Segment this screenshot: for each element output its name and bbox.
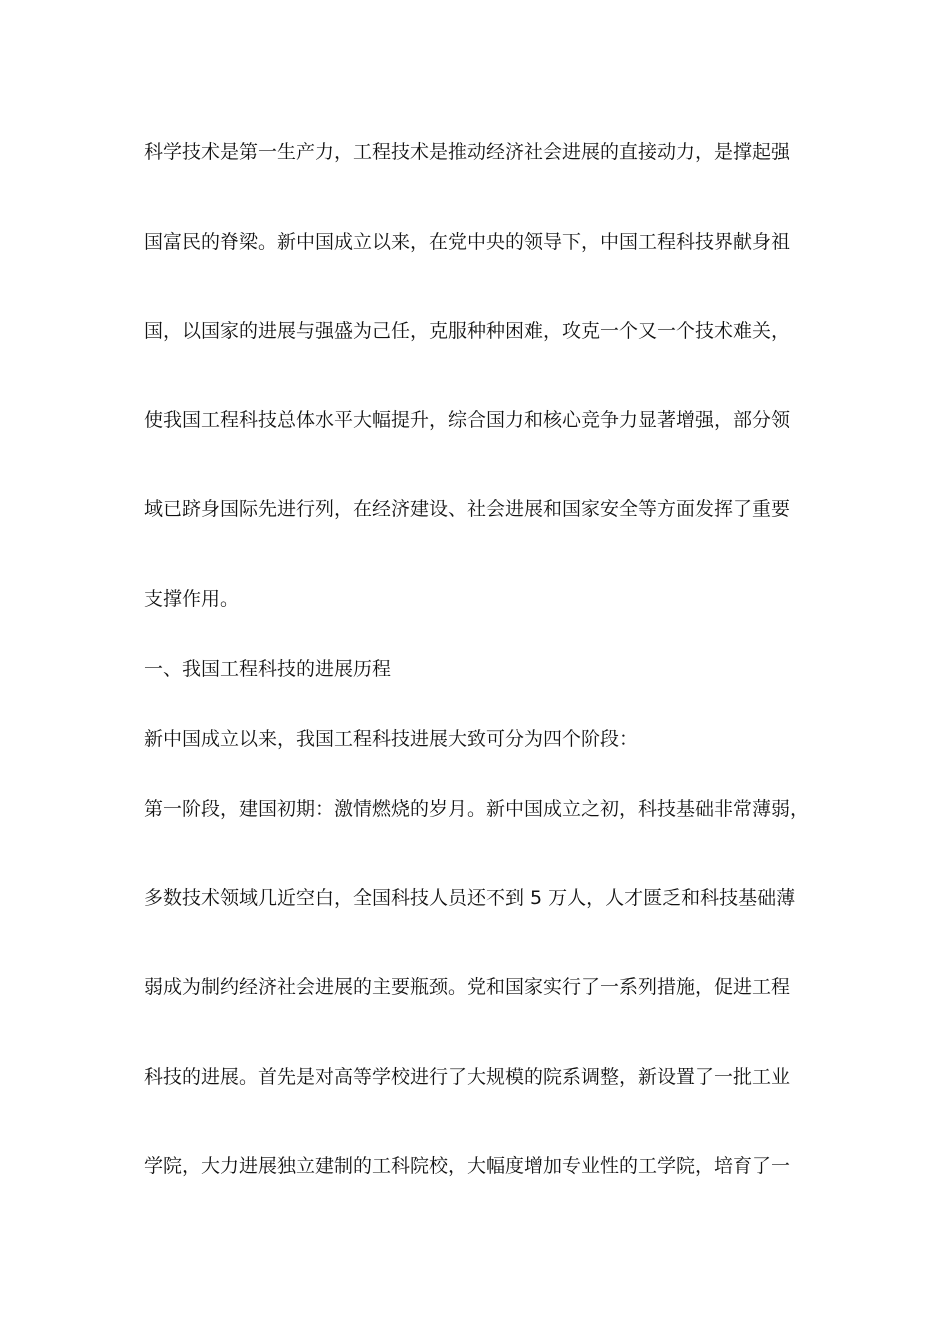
paragraph-line: 弱成为制约经济社会进展的主要瓶颈。党和国家实行了一系列措施，促进工程 <box>144 976 791 998</box>
paragraph-line: 第一阶段，建国初期：激情燃烧的岁月。新中国成立之初，科技基础非常薄弱， <box>144 798 810 820</box>
paragraph-line: 科学技术是第一生产力，工程技术是推动经济社会进展的直接动力，是撑起强 <box>144 141 791 163</box>
paragraph-line: 多数技术领域几近空白，全国科技人员还不到 5 万人，人才匮乏和科技基础薄 <box>144 887 796 909</box>
paragraph-line: 国，以国家的进展与强盛为己任，克服种种困难，攻克一个又一个技术难关， <box>144 320 791 342</box>
section-heading: 一、我国工程科技的进展历程 <box>144 658 392 680</box>
paragraph-line: 学院，大力进展独立建制的工科院校，大幅度增加专业性的工学院，培育了一 <box>144 1155 791 1177</box>
paragraph-line: 新中国成立以来，我国工程科技进展大致可分为四个阶段： <box>144 728 639 750</box>
paragraph-line: 使我国工程科技总体水平大幅提升，综合国力和核心竞争力显著增强，部分领 <box>144 409 791 431</box>
paragraph-line: 支撑作用。 <box>144 588 240 610</box>
paragraph-line: 国富民的脊梁。新中国成立以来，在党中央的领导下，中国工程科技界献身祖 <box>144 231 791 253</box>
paragraph-line: 科技的进展。首先是对高等学校进行了大规模的院系调整，新设置了一批工业 <box>144 1066 791 1088</box>
paragraph-line: 域已跻身国际先进行列，在经济建设、社会进展和国家安全等方面发挥了重要 <box>144 498 791 520</box>
